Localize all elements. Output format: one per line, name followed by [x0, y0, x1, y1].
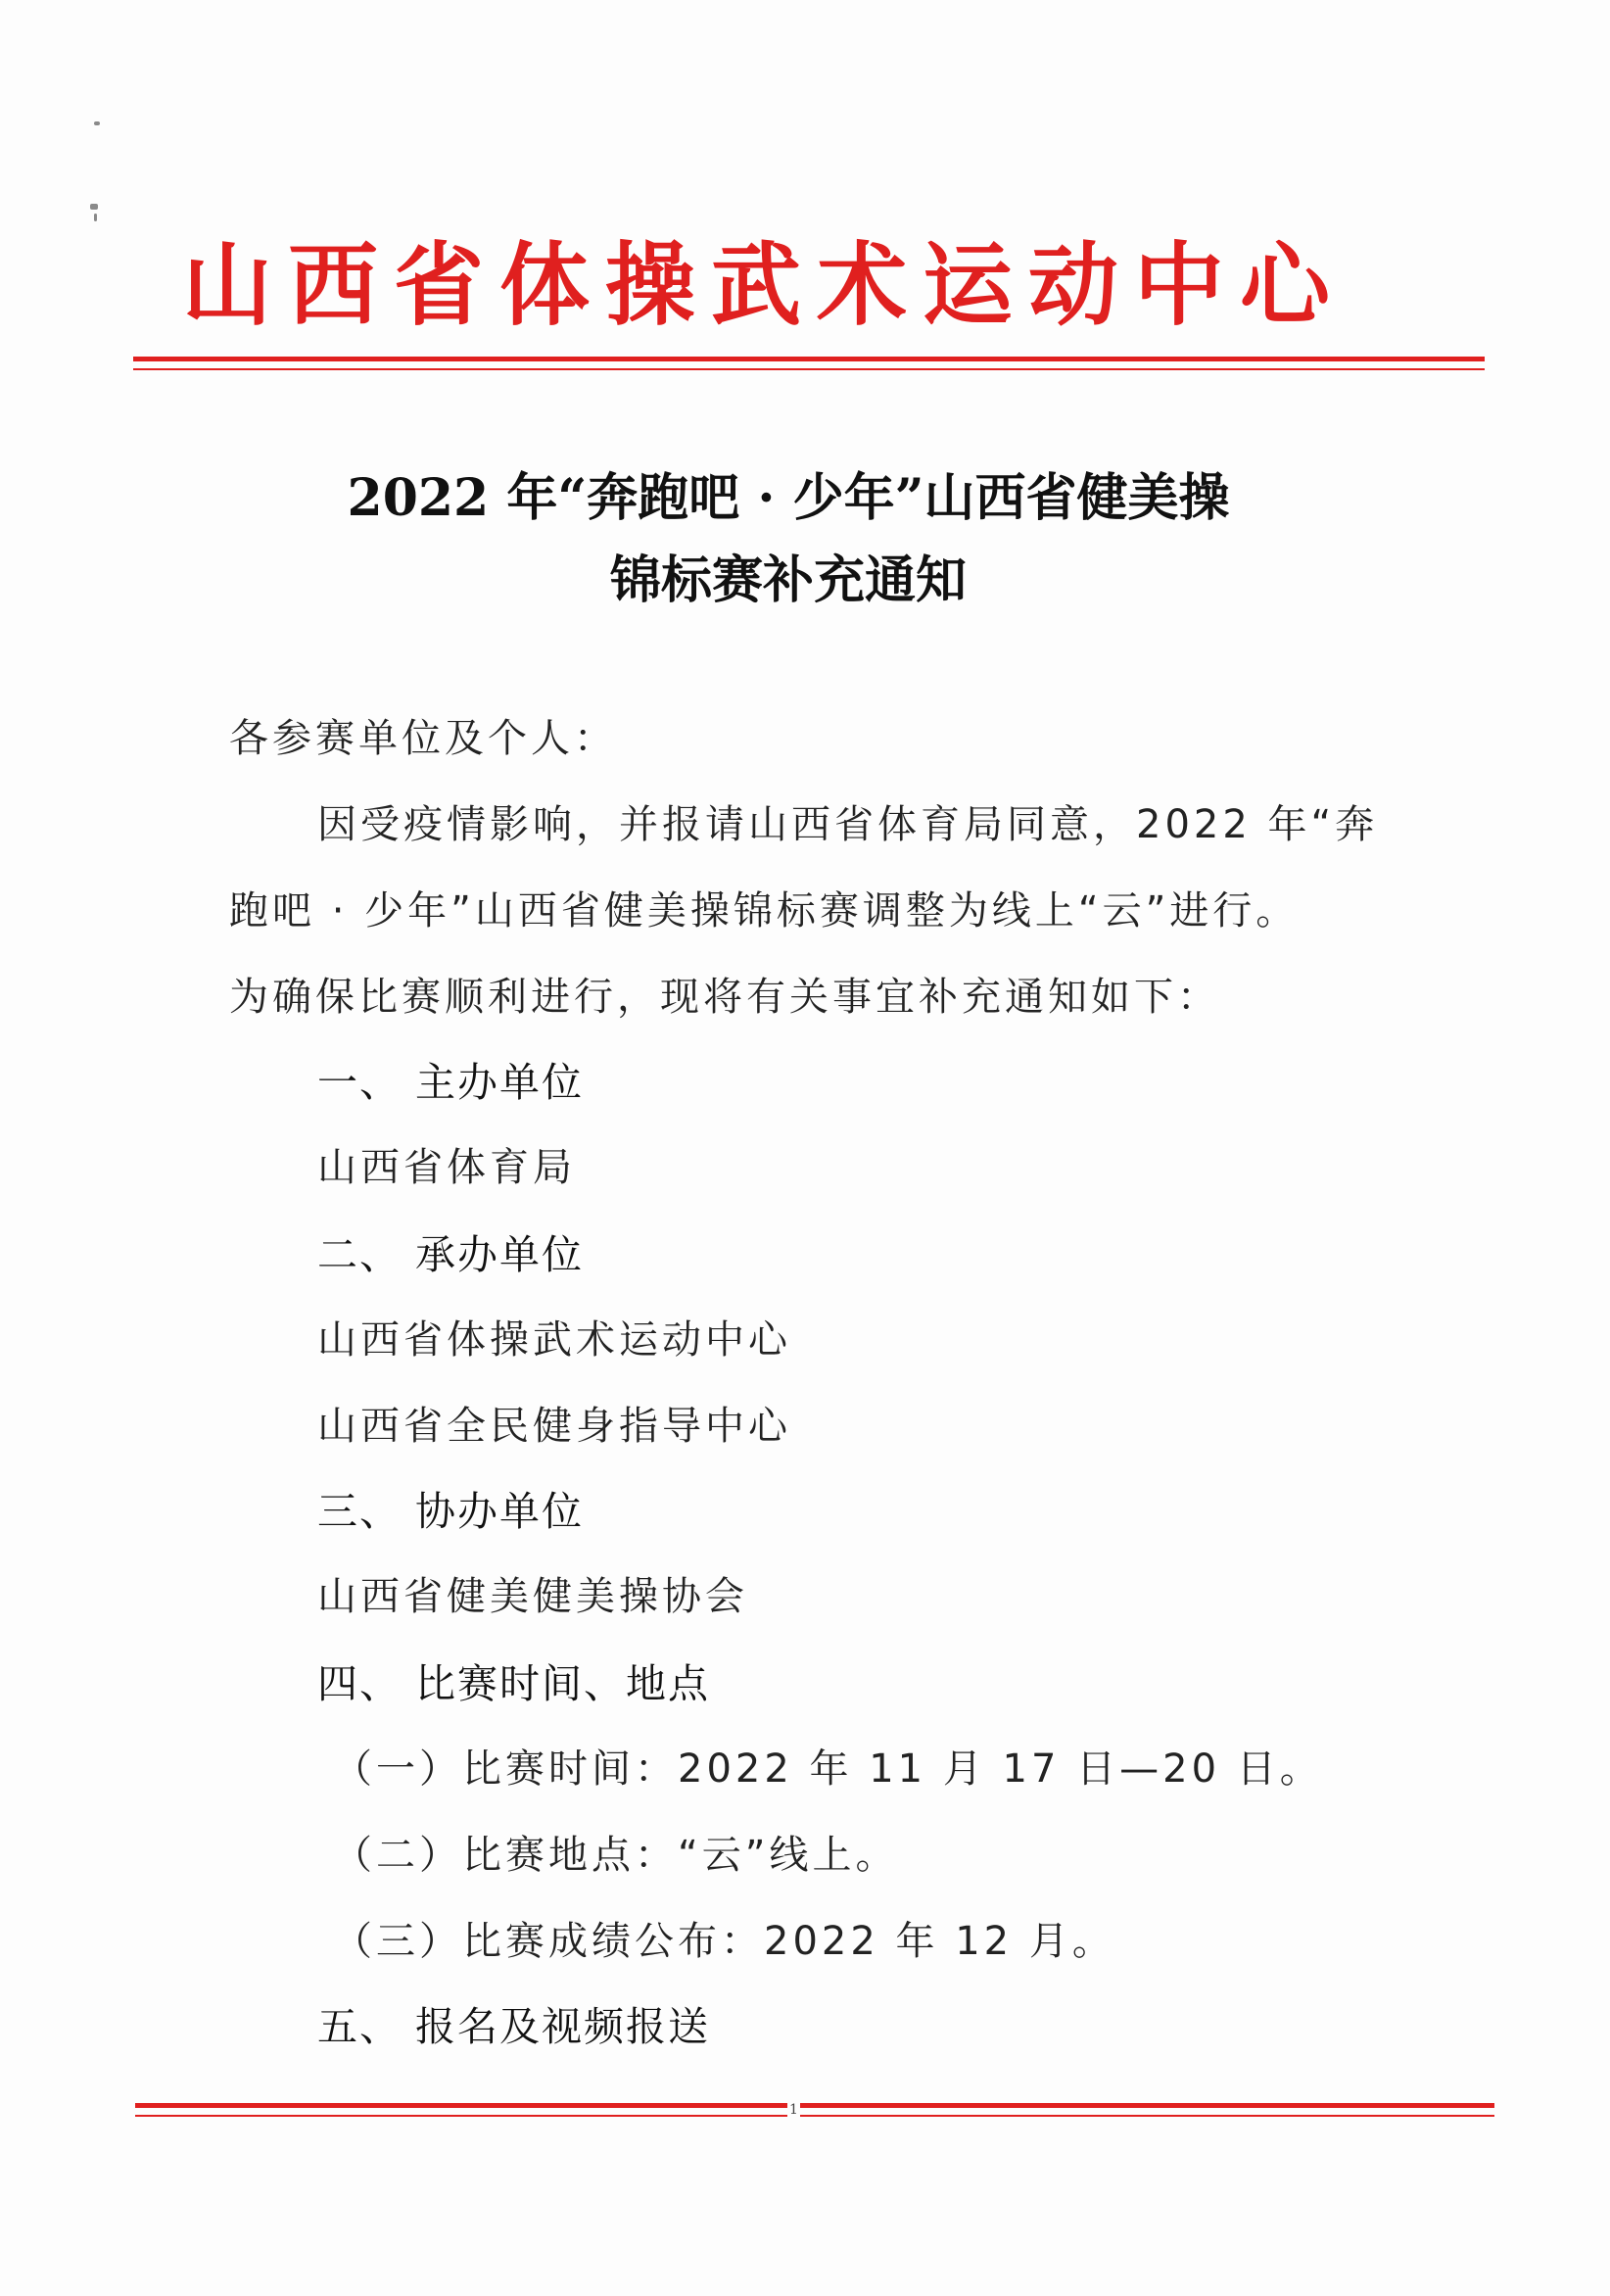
intro-line-2: 跑吧 · 少年”山西省健美操锦标赛调整为线上“云”进行。 — [229, 888, 1300, 933]
section-number: 四、 — [317, 1660, 402, 1707]
section-2-item-2: 山西省全民健身指导中心 — [317, 1404, 791, 1449]
section-number: 五、 — [317, 2003, 402, 2050]
scan-speck — [90, 204, 98, 210]
intro-line-1: 因受疫情影响，并报请山西省体育局同意，2022 年“奔 — [317, 802, 1379, 847]
section-4-item-2: （二）比赛地点：“云”线上。 — [333, 1833, 899, 1878]
section-title: 承办单位 — [415, 1231, 584, 1278]
section-number: 一、 — [317, 1059, 402, 1106]
masthead-red-rule-thin — [133, 368, 1485, 370]
section-title: 协办单位 — [415, 1488, 584, 1535]
section-heading-1 — [317, 1050, 584, 1108]
notice-title-line-2: 锦标赛补充通知 — [609, 550, 967, 610]
section-heading-2 — [317, 1222, 584, 1280]
scan-speck — [94, 214, 97, 221]
section-title: 报名及视频报送 — [415, 2003, 710, 2050]
footer-red-rule-thick — [135, 2103, 1494, 2108]
footer-red-rule-thin — [135, 2115, 1494, 2117]
section-4-item-1: （一）比赛时间：2022 年 11 月 17 日—20 日。 — [333, 1746, 1323, 1792]
page-number: 1 — [789, 2102, 798, 2118]
section-2-item-1: 山西省体操武术运动中心 — [317, 1317, 791, 1363]
masthead-red-rule-thick — [133, 357, 1485, 361]
section-3-item-1: 山西省健美健美操协会 — [317, 1574, 748, 1619]
section-1-item-1: 山西省体育局 — [317, 1145, 576, 1190]
notice-title-line-1: 2022 年“奔跑吧 · 少年”山西省健美操 — [347, 468, 1230, 528]
section-title: 主办单位 — [415, 1059, 584, 1106]
section-4-item-3: （三）比赛成绩公布：2022 年 12 月。 — [333, 1919, 1115, 1964]
section-heading-3 — [317, 1479, 584, 1537]
section-title: 比赛时间、地点 — [415, 1660, 710, 1707]
salutation: 各参赛单位及个人： — [229, 716, 617, 761]
section-number: 二、 — [317, 1231, 402, 1278]
section-heading-5 — [317, 1994, 710, 2052]
intro-line-3: 为确保比赛顺利进行，现将有关事宜补充通知如下： — [229, 975, 1220, 1020]
section-heading-4 — [317, 1651, 710, 1709]
section-number: 三、 — [317, 1488, 402, 1535]
masthead-org-name: 山西省体操武术运动中心 — [181, 233, 1346, 338]
scan-speck — [94, 121, 100, 125]
